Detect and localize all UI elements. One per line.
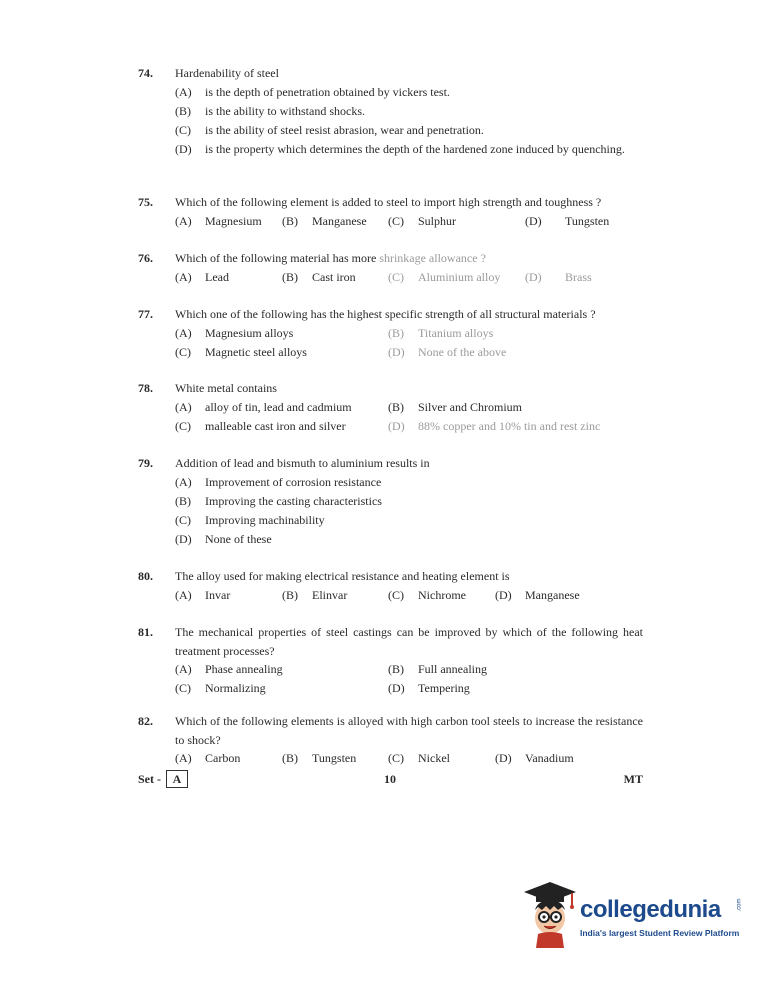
option-a: (A) Magnesium	[175, 213, 262, 228]
option-b: (B) Cast iron	[282, 269, 356, 284]
question-text: Hardenability of steel	[175, 66, 279, 80]
question-number: 74.	[138, 66, 153, 80]
option-a: (A) Invar	[175, 587, 231, 602]
option-b: (B) Titanium alloys	[388, 325, 494, 340]
question-75	[138, 193, 643, 231]
question-text: Which one of the following has the highest specific strength of all structural materials ?	[175, 307, 596, 321]
option-d: (D) None of the above	[388, 344, 507, 359]
option-c: (C) Nickel	[388, 751, 450, 765]
set-label: Set -	[138, 772, 161, 786]
option-b: (B) is the ability to withstand shocks.	[175, 103, 365, 118]
question-text: White metal contains	[175, 381, 277, 395]
paper-code: MT	[623, 772, 643, 786]
option-d: (D) 88% copper and 10% tin and rest zinc	[388, 418, 601, 433]
option-b: (B) Elinvar	[282, 587, 348, 602]
option-d: (D) Tempering	[388, 681, 470, 695]
option-c: (C) is the ability of steel resist abrasion, wear and penetration.	[175, 122, 484, 137]
question-74	[138, 64, 643, 158]
option-a: (A) alloy of tin, lead and cadmium	[175, 399, 352, 414]
brand-tagline: India's largest Student Review Platform	[580, 928, 740, 938]
option-c: (C) Nichrome	[388, 587, 466, 602]
option-a: (A) Lead	[175, 269, 229, 284]
option-d: (D) Brass	[525, 269, 592, 284]
mascot-icon	[520, 880, 578, 950]
question-number: 76.	[138, 251, 153, 265]
option-c: (C) Aluminium alloy	[388, 269, 501, 284]
question-text: The mechanical properties of steel castings can be improved by which of the following heat treatment processes?	[175, 625, 643, 658]
collegedunia-watermark	[520, 880, 750, 950]
option-c: (C) Sulphur	[388, 213, 457, 228]
option-b: (B) Manganese	[282, 213, 367, 228]
option-a: (A) Carbon	[175, 751, 241, 765]
question-number: 82.	[138, 714, 153, 728]
question-number: 81.	[138, 625, 153, 639]
question-78	[138, 379, 643, 436]
option-b: (B) Full annealing	[388, 662, 487, 676]
option-a: (A) Magnesium alloys	[175, 325, 294, 340]
question-text: Addition of lead and bismuth to aluminium results in	[175, 456, 430, 470]
page-footer	[138, 770, 643, 790]
option-b: (B) Silver and Chromium	[388, 399, 522, 414]
option-d: (D) is the property which determines the depth of the hardened zone induced by quenching.	[175, 141, 625, 156]
option-d: (D) Vanadium	[495, 751, 574, 765]
option-c: (C) Normalizing	[175, 681, 266, 695]
question-text: Which of the following elements is alloyed with high carbon tool steels to increase the resistance to shock?	[175, 714, 643, 747]
question-77	[138, 305, 643, 362]
option-c: (C) malleable cast iron and silver	[175, 418, 346, 433]
option-d: (D) None of these	[175, 531, 272, 546]
question-79	[138, 454, 643, 549]
question-80	[138, 567, 643, 605]
question-text: Which of the following material has more shrinkage allowance ?	[175, 251, 486, 265]
brand-dotcom: .com	[736, 898, 743, 912]
question-number: 77.	[138, 307, 153, 321]
set-value-box: A	[166, 770, 188, 788]
question-76	[138, 249, 643, 287]
option-a: (A) is the depth of penetration obtained by vickers test.	[175, 84, 450, 99]
option-b: (B) Improving the casting characteristics	[175, 493, 382, 508]
question-text: Which of the following element is added to steel to import high strength and toughness ?	[175, 195, 602, 209]
page-number: 10	[384, 772, 396, 786]
brand-name: collegedunia	[580, 896, 721, 923]
question-number: 78.	[138, 381, 153, 395]
question-number: 79.	[138, 456, 153, 470]
question-81	[138, 623, 643, 698]
option-a: (A) Improvement of corrosion resistance	[175, 474, 382, 489]
option-c: (C) Magnetic steel alloys	[175, 344, 307, 359]
option-c: (C) Improving machinability	[175, 512, 325, 527]
question-text: The alloy used for making electrical resistance and heating element is	[175, 569, 510, 583]
question-number: 75.	[138, 195, 153, 209]
option-a: (A) Phase annealing	[175, 662, 283, 676]
option-d: (D) Manganese	[495, 587, 580, 602]
question-82	[138, 712, 643, 768]
question-number: 80.	[138, 569, 153, 583]
option-b: (B) Tungsten	[282, 751, 357, 765]
option-d: (D) Tungsten	[525, 213, 610, 228]
